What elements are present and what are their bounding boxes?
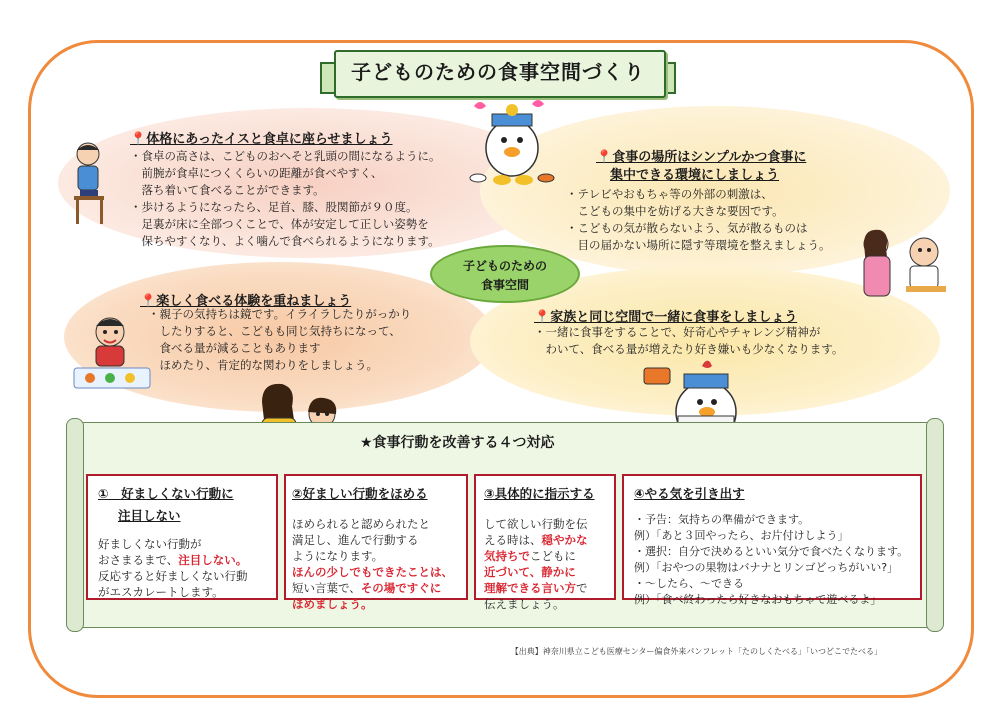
text-line: える時は、穏やかな bbox=[484, 533, 588, 547]
text-line: したりすると、こどもも同じ気持ちになって、 bbox=[148, 324, 401, 338]
text-line: こどもの集中を妨げる大きな要因です。 bbox=[566, 204, 784, 218]
page-title: 子どものための食事空間づくり bbox=[351, 60, 645, 84]
mascot-eating-illustration bbox=[466, 96, 556, 190]
text-line: ほめられると認められたと bbox=[292, 517, 430, 531]
text-line: 足裏が床に全部つくことで、体が安定して正しい姿勢を bbox=[130, 217, 429, 231]
child-eating-illustration bbox=[70, 310, 154, 392]
pin-icon: 📍 bbox=[596, 150, 613, 165]
card-body bbox=[634, 512, 908, 608]
tip-card-3 bbox=[474, 474, 616, 611]
text-line: 近づいて、静かに bbox=[484, 565, 576, 579]
text-line: ・親子の気持ちは鏡です。イライラしたりがっかり bbox=[148, 307, 412, 321]
text-line: ほめたり、肯定的な関わりをしましょう。 bbox=[148, 358, 378, 372]
center-label-line2: 食事空間 bbox=[480, 278, 529, 292]
section-title-top-left: 📍体格にあったイスと食卓に座らせましょう bbox=[130, 132, 393, 147]
text-line: ・一緒に食事をすることで、好奇心やチャレンジ精神が bbox=[534, 325, 821, 339]
text-line: ・予告：気持ちの準備ができます。 bbox=[634, 513, 810, 526]
text-line: して欲しい行動を伝 bbox=[484, 517, 588, 531]
text-line: 好ましくない行動が bbox=[98, 537, 202, 551]
text-line: わいて、食べる量が増えたり好き嫌いも少なくなります。 bbox=[534, 342, 844, 356]
section-title-bottom-right: 📍家族と同じ空間で一緒に食事をしましょう bbox=[534, 310, 798, 325]
text-line: ほんの少しでもできたことは、 bbox=[292, 565, 453, 579]
text-line: 反応すると好ましくない行動 bbox=[98, 569, 248, 583]
tip-card-1 bbox=[86, 474, 278, 600]
card-title-line2: 注目しない bbox=[118, 508, 181, 523]
text-line: ・テレビやおもちゃ等の外部の刺激は、 bbox=[566, 187, 773, 201]
text-line: 前腕が食卓につくくらいの距離が食べやすく、 bbox=[130, 166, 383, 180]
text-line: 満足し、進んで行動する bbox=[292, 533, 419, 547]
section-body-top-right bbox=[566, 186, 831, 254]
scroll-title: ★食事行動を改善する４つ対応 bbox=[360, 435, 555, 451]
source-citation: 【出典】神奈川県立こども医療センター偏食外来パンフレット「たのしくたべる」「いつどこでたべる」 bbox=[510, 647, 882, 656]
text-line: 例）「あと３回やったら、お片付けしよう」 bbox=[634, 529, 849, 542]
center-label bbox=[430, 245, 580, 303]
text-line: ・選択：自分で決めるといい気分で食べたくなります。 bbox=[634, 545, 909, 558]
text-line: 例）「食べ終わったら好きなおもちゃで遊べるよ」 bbox=[634, 593, 882, 606]
mother-feeding-child-illustration bbox=[858, 226, 950, 302]
text-line: ・こどもの気が散らないよう、気が散るものは bbox=[566, 221, 808, 235]
title-banner bbox=[320, 44, 676, 100]
section-title-top-right-line2: 集中できる環境にしましょう bbox=[610, 168, 780, 183]
tip-card-2 bbox=[284, 474, 468, 611]
section-body-bottom-right bbox=[534, 324, 843, 358]
section-title-top-right: 📍食事の場所はシンプルかつ食事に bbox=[596, 150, 807, 165]
scroll-roll-right bbox=[926, 418, 944, 632]
section-body-top-left bbox=[130, 148, 441, 250]
text-line: ほめましょう。 bbox=[292, 597, 373, 611]
pin-icon: 📍 bbox=[140, 294, 157, 309]
text-line: 短い言葉で、その場ですぐに bbox=[292, 581, 442, 595]
child-on-chair-illustration bbox=[66, 140, 110, 226]
text-line: 食べる量が減ることもあります bbox=[148, 341, 321, 355]
text-line: ・～したら、～できる bbox=[634, 577, 744, 590]
text-line: 落ち着いて食べることができます。 bbox=[130, 183, 325, 197]
text-line: 例）「おやつの果物はバナナとリンゴどっちがいい?」 bbox=[634, 561, 899, 574]
card-title: ③具体的に指示する bbox=[484, 486, 595, 501]
section-title-bottom-left: 📍楽しく食べる体験を重ねましょう bbox=[140, 294, 352, 309]
text-line: がエスカレートします。 bbox=[98, 585, 224, 599]
text-line: 伝えましょう。 bbox=[484, 597, 565, 611]
card-title: ②好ましい行動をほめる bbox=[292, 486, 428, 501]
card-title: ① 好ましくない行動に bbox=[98, 486, 234, 501]
section-body-bottom-left bbox=[148, 306, 411, 374]
scroll-roll-left bbox=[66, 418, 84, 632]
text-line: ・食卓の高さは、こどものおへそと乳頭の間になるように。 bbox=[130, 149, 441, 163]
text-line: 保ちやすくなり、よく噛んで食べられるようになります。 bbox=[130, 234, 440, 248]
text-line: おさまるまで、注目しない。 bbox=[98, 553, 248, 567]
card-body bbox=[484, 516, 588, 612]
center-label-line1: 子どものための bbox=[462, 259, 547, 273]
card-body bbox=[98, 536, 248, 600]
pin-icon: 📍 bbox=[534, 310, 551, 325]
text-line: 目の届かない場所に隠す等環境を整えましょう。 bbox=[566, 238, 831, 252]
text-line: ようになります。 bbox=[292, 549, 384, 563]
pin-icon: 📍 bbox=[130, 132, 147, 147]
text-line: ・歩けるようになったら、足首、膝、股関節が９０度。 bbox=[130, 200, 418, 214]
text-line: 理解できる言い方で bbox=[484, 581, 588, 595]
card-body bbox=[292, 516, 453, 612]
tip-card-4 bbox=[622, 474, 922, 606]
card-title: ④やる気を引き出す bbox=[634, 486, 745, 501]
text-line: 気持ちでこどもに bbox=[484, 549, 576, 563]
